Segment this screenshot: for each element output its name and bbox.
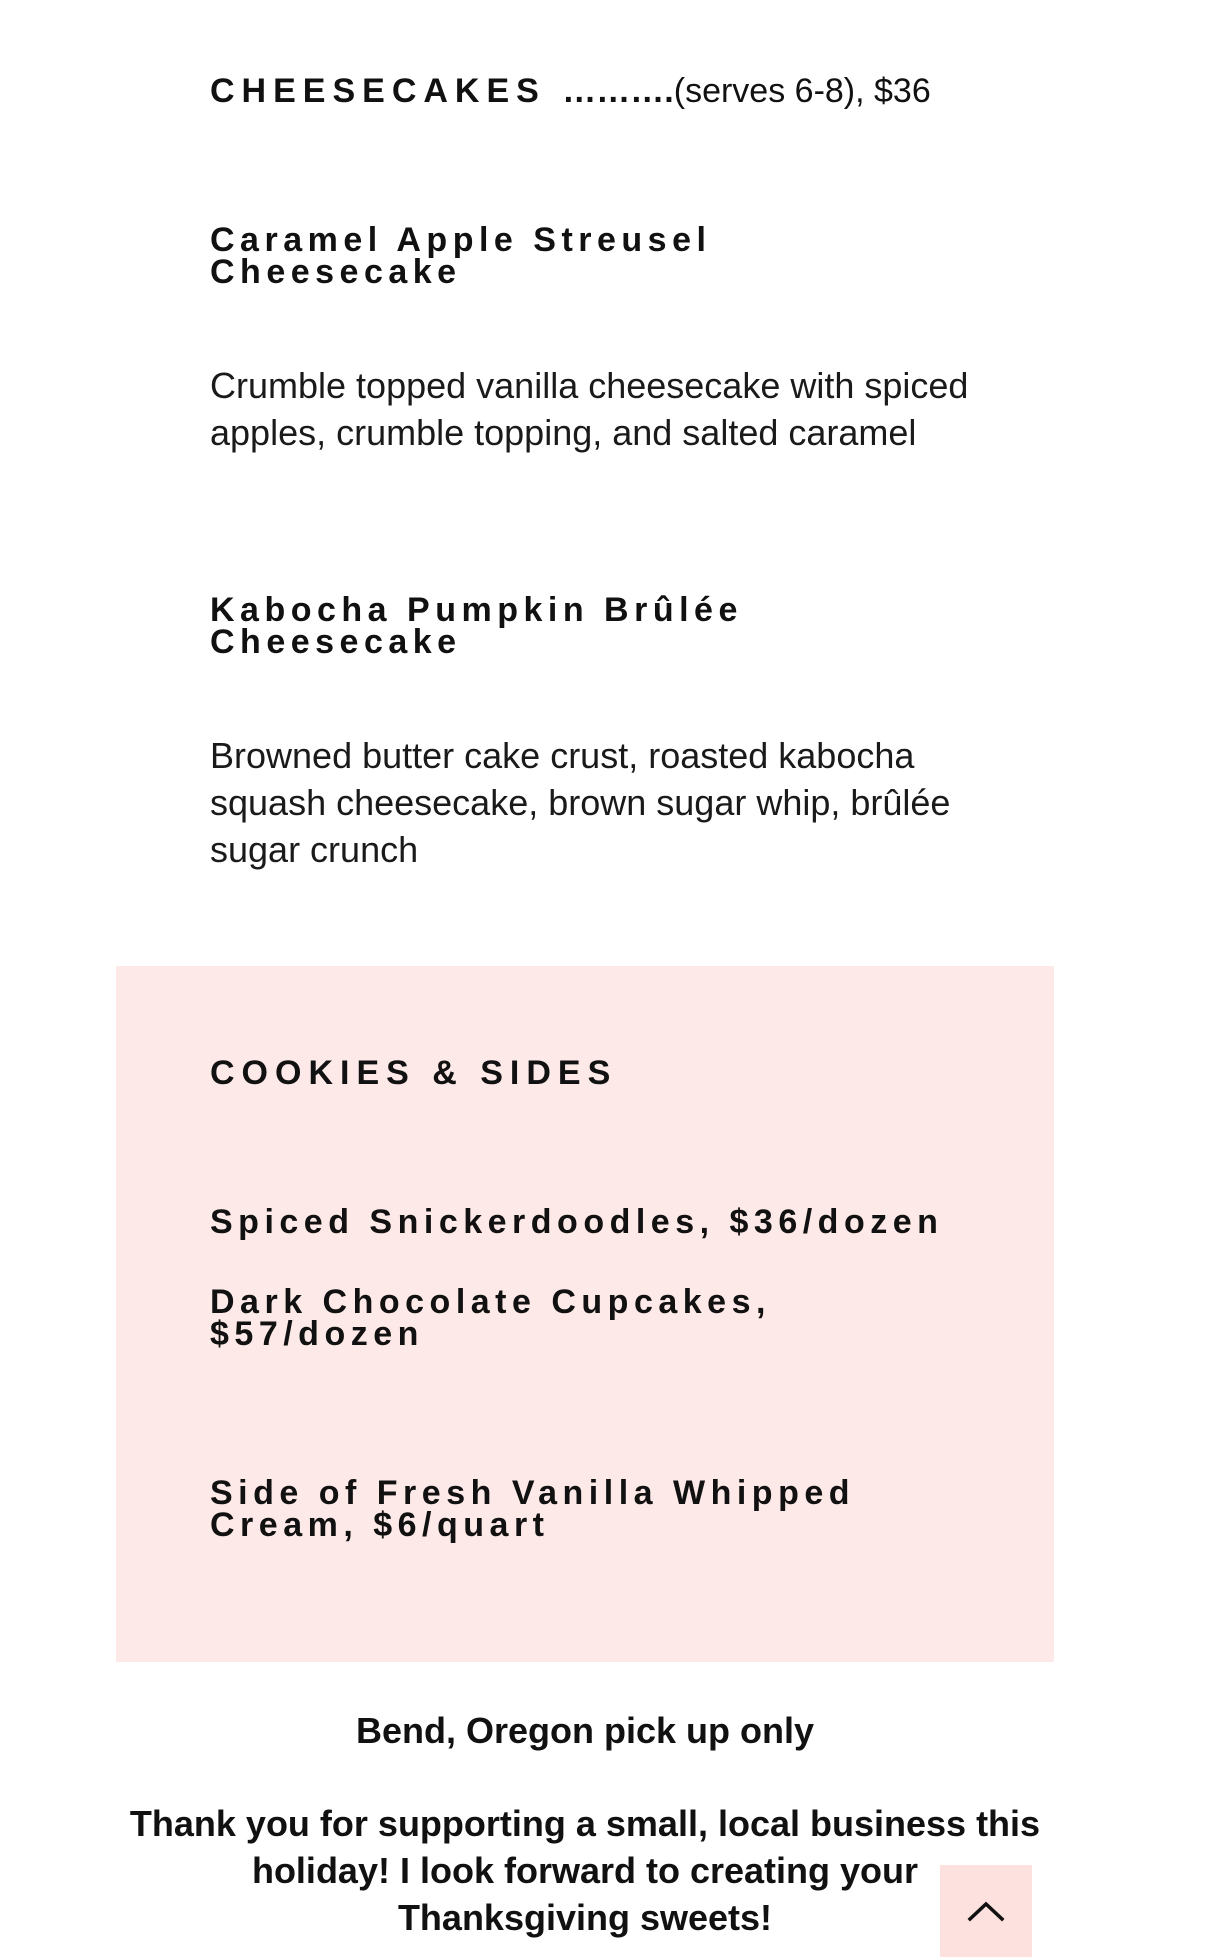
item-title-dark-chocolate-cupcakes: Dark Chocolate Cupcakes, $57/dozen: [210, 1283, 771, 1353]
chevron-up-icon: [967, 1899, 1005, 1923]
item-title-whipped-cream: Side of Fresh Vanilla Whipped Cream, $6/quart: [210, 1474, 856, 1544]
thanks-line-3: Thanksgiving sweets!: [397, 1897, 773, 1938]
cookies-sides-heading: COOKIES & SIDES: [210, 1054, 618, 1092]
item-description-kabocha-pumpkin: Browned butter cake crust, roasted kabocha squash cheesecake, brown sugar whip, brûlée sugar crunch: [210, 735, 951, 870]
scroll-to-top-button[interactable]: [940, 1865, 1032, 1957]
thanks-line-1: Thank you for supporting a small, local business this: [129, 1803, 1041, 1844]
cheesecakes-heading-dots: ……….: [562, 72, 674, 110]
item-description-caramel-apple: Crumble topped vanilla cheesecake with spiced apples, crumble topping, and salted caramel: [210, 365, 969, 453]
cheesecakes-heading-note: (serves 6-8), $36: [673, 72, 931, 110]
item-title-caramel-apple: Caramel Apple Streusel Cheesecake: [210, 221, 712, 291]
cheesecakes-heading: [210, 72, 931, 111]
item-title-kabocha-pumpkin: Kabocha Pumpkin Brûlée Cheesecake: [210, 591, 743, 661]
item-title-snickerdoodles: Spiced Snickerdoodles, $36/dozen: [210, 1203, 944, 1241]
cheesecakes-heading-label: CHEESECAKES: [210, 72, 546, 110]
thanks-line-2: holiday! I look forward to creating your: [251, 1850, 919, 1891]
pickup-note: Bend, Oregon pick up only: [355, 1710, 815, 1751]
